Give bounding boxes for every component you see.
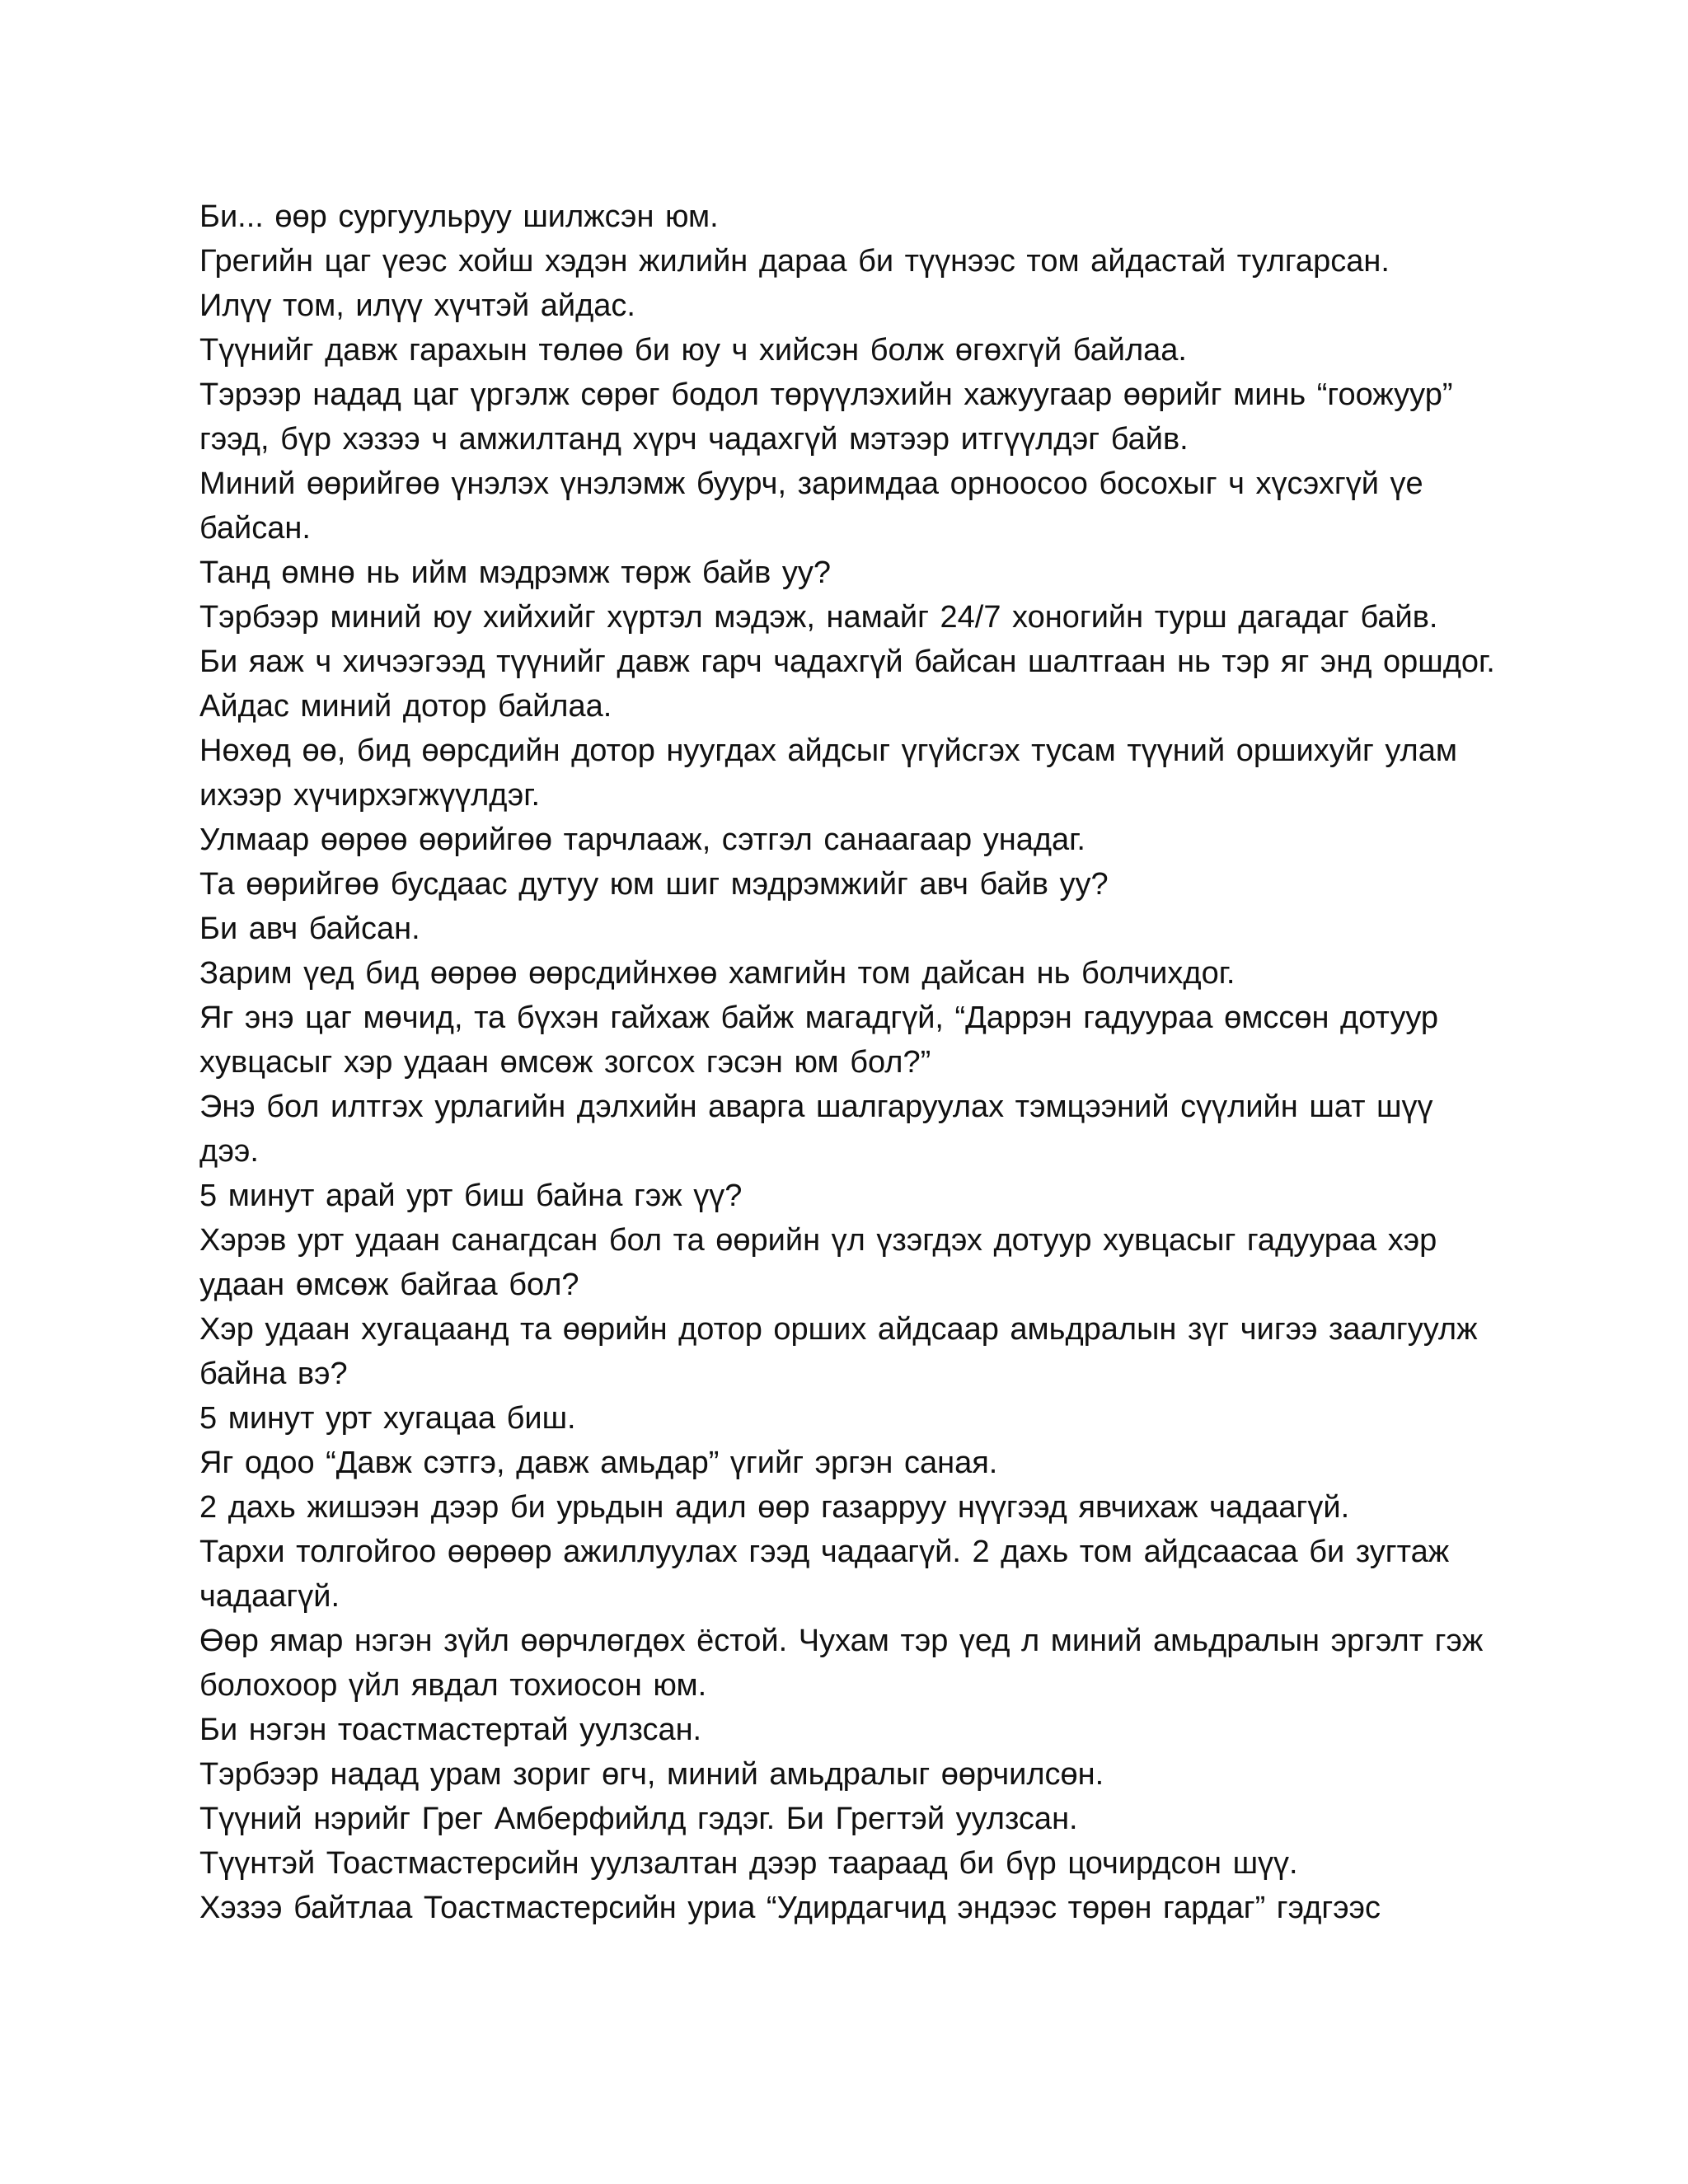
paragraph: Яг энэ цаг мөчид, та бүхэн гайхаж байж магадгүй, “Даррэн гадуураа өмссөн дотуур хувцасыг хэр удаан өмсөж зогсох гэсэн юм бол?” — [199, 1001, 1439, 1080]
paragraph: Танд өмнө нь ийм мэдрэмж төрж байв уу? — [199, 555, 832, 590]
paragraph: Та өөрийгөө бусдаас дутуу юм шиг мэдрэмжийг авч байв уу? — [199, 867, 1109, 902]
paragraph: Өөр ямар нэгэн зүйл өөрчлөгдөх ёстой. Чухам тэр үед л миний амьдралын эргэлт гэж болохоор үйл явдал тохиосон юм. — [199, 1624, 1484, 1703]
paragraph: Зарим үед бид өөрөө өөрсдийнхөө хамгийн том дайсан нь болчихдог. — [199, 956, 1236, 991]
paragraph: Грегийн цаг үеэс хойш хэдэн жилийн дараа би түүнээс том айдастай тулгарсан. — [199, 244, 1390, 279]
paragraph: Миний өөрийгөө үнэлэх үнэлэмж буурч, заримдаа орноосоо босохыг ч хүсэхгүй үе байсан. — [199, 466, 1423, 546]
paragraph: Би нэгэн тоастмастертай уулзсан. — [199, 1713, 702, 1747]
paragraph: Хэрэв урт удаан санагдсан бол та өөрийн үл үзэгдэх дотуур хувцасыг гадуураа хэр удаан өмсөж байгаа бол? — [199, 1223, 1437, 1302]
document-body — [199, 194, 1502, 1930]
paragraph: Түүнтэй Тоастмастерсийн уулзалтан дээр таараад би бүр цочирдсон шүү. — [199, 1846, 1298, 1881]
paragraph: Би яаж ч хичээгээд түүнийг давж гарч чадахгүй байсан шалтгаан нь тэр яг энд оршдог. — [199, 644, 1495, 679]
paragraph: Энэ бол илтгэх урлагийн дэлхийн аварга шалгаруулах тэмцээний сүүлийн шат шүү дээ. — [199, 1090, 1433, 1169]
paragraph: Тэрээр надад цаг үргэлж сөрөг бодол төрүүлэхийн хажуугаар өөрийг минь “гоожуур” гээд, бүр хэзээ ч амжилтанд хүрч чадахгүй мэтээр итгүүлдэг байв. — [199, 377, 1453, 457]
paragraph: Түүнийг давж гарахын төлөө би юу ч хийсэн болж өгөхгүй байлаа. — [199, 333, 1187, 368]
paragraph: Хэзээ байтлаа Тоастмастерсийн уриа “Удирдагчид эндээс төрөн гардаг” гэдгээс — [199, 1891, 1381, 1925]
paragraph: Тархи толгойгоо өөрөөр ажиллуулах гээд чадаагүй. 2 дахь том айдсаасаа би зугтаж чадаагүй. — [199, 1535, 1450, 1614]
paragraph: Айдас миний дотор байлаа. — [199, 689, 612, 724]
paragraph: Тэрбээр миний юу хийхийг хүртэл мэдэж, намайг 24/7 хоногийн турш дагадаг байв. — [199, 600, 1438, 635]
paragraph: Нөхөд өө, бид өөрсдийн дотор нуугдах айдсыг үгүйсгэх тусам түүний оршихуйг улам ихээр хүчирхэгжүүлдэг. — [199, 733, 1457, 813]
paragraph: Улмаар өөрөө өөрийгөө тарчлааж, сэтгэл санаагаар унадаг. — [199, 823, 1085, 857]
paragraph: Түүний нэрийг Грег Амберфийлд гэдэг. Би Грегтэй уулзсан. — [199, 1802, 1078, 1836]
paragraph: 2 дахь жишээн дээр би урьдын адил өөр газарруу нүүгээд явчихаж чадаагүй. — [199, 1490, 1350, 1525]
paragraph: 5 минут арай урт биш байна гэж үү? — [199, 1179, 743, 1213]
paragraph: Илүү том, илүү хүчтэй айдас. — [199, 288, 635, 323]
paragraph: Би авч байсан. — [199, 912, 420, 946]
paragraph: Би... өөр сургуульруу шилжсэн юм. — [199, 199, 719, 234]
paragraph: Яг одоо “Давж сэтгэ, давж амьдар” үгийг эргэн саная. — [199, 1446, 998, 1480]
paragraph: Тэрбээр надад урам зориг өгч, миний амьдралыг өөрчилсөн. — [199, 1757, 1104, 1792]
paragraph: 5 минут урт хугацаа биш. — [199, 1401, 576, 1436]
paragraph: Хэр удаан хугацаанд та өөрийн дотор орших айдсаар амьдралын зүг чигээ заалгуулж байна вэ? — [199, 1312, 1478, 1391]
